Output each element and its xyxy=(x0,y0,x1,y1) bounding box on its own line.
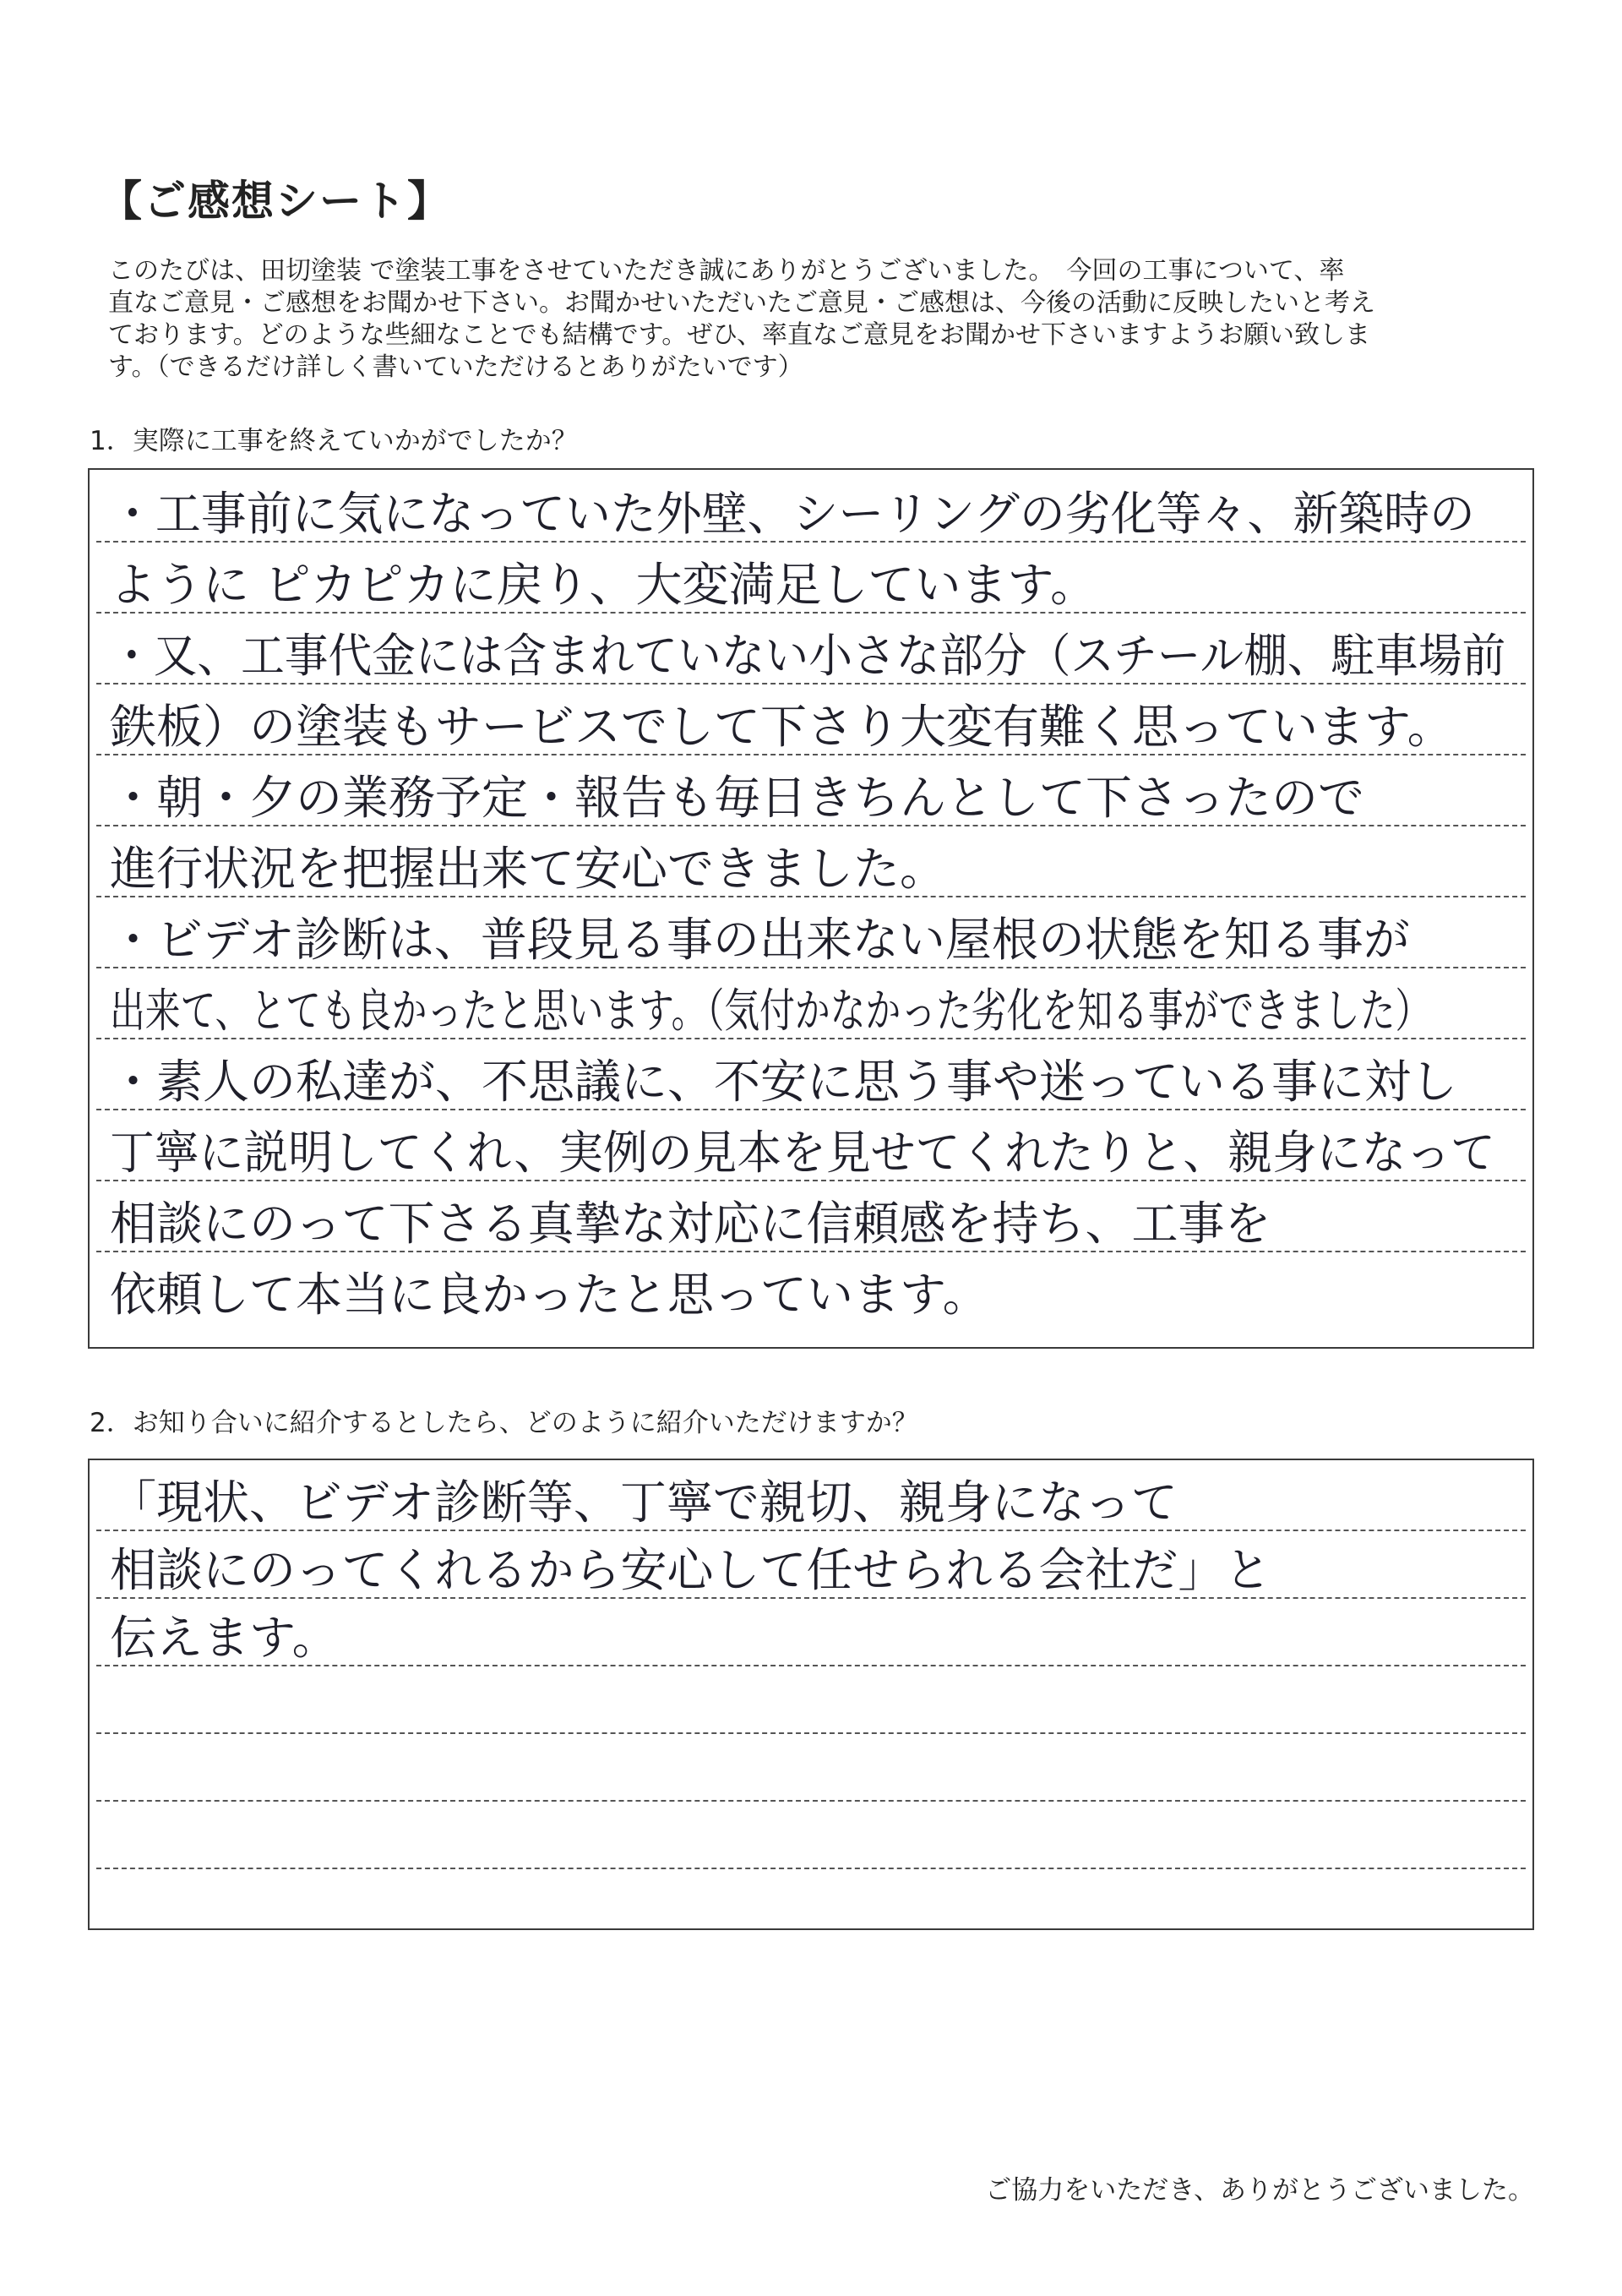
question-2-label: 2．お知り合いに紹介するとしたら、どのように紹介いただけますか？ xyxy=(90,1408,918,1438)
handwritten-line: ように ピカピカに戻り、大変満足しています。 xyxy=(110,558,1097,612)
intro-line: このたびは、田切塗装 で塗装工事をさせていただき誠にありがとうございました。 今回の工事について、率 xyxy=(108,256,1345,286)
handwritten-line: ・又、工事代金には含まれていない小さな部分（スチール棚、駐車場前 xyxy=(110,629,1506,683)
ruled-line xyxy=(96,1251,1526,1252)
handwritten-line: 出来て、とても良かったと思います。（気付かなかった劣化を知る事ができました） xyxy=(110,984,1431,1038)
ruled-line xyxy=(96,1665,1526,1666)
handwritten-line: ・素人の私達が、不思議に、不安に思う事や迷っている事に対し xyxy=(110,1055,1458,1109)
intro-line: ております。どのような些細なことでも結構です。ぜひ、率直なご意見をお聞かせ下さいますようお願い致しま xyxy=(108,320,1370,350)
ruled-line xyxy=(96,1597,1526,1599)
handwritten-line: 伝えます。 xyxy=(110,1611,339,1665)
answer-box-1 xyxy=(88,468,1534,1349)
ruled-line xyxy=(96,967,1526,968)
ruled-line xyxy=(96,541,1526,543)
ruled-line xyxy=(96,1530,1526,1531)
handwritten-line: 依頼して本当に良かったと思っています。 xyxy=(110,1268,989,1322)
ruled-line xyxy=(96,754,1526,755)
ruled-line xyxy=(96,612,1526,614)
handwritten-line: 相談にのってくれるから安心して任せられる会社だ」と xyxy=(110,1543,1271,1597)
handwritten-line: 丁寧に説明してくれ、実例の見本を見せてくれたりと、親身になって xyxy=(110,1126,1495,1180)
intro-line: 直なご意見・ご感想をお聞かせ下さい。お聞かせいただいたご意見・ご感想は、今後の活動に反映したいと考え xyxy=(108,288,1375,318)
ruled-line xyxy=(96,1038,1526,1039)
answer-box-2 xyxy=(88,1459,1534,1930)
handwritten-line: 鉄板）の塗装もサービスでして下さり大変有難く思っています。 xyxy=(110,700,1454,754)
closing-message: ご協力をいただき、ありがとうございました。 xyxy=(985,2175,1534,2206)
handwritten-line: 相談にのって下さる真摯な対応に信頼感を持ち、工事を xyxy=(110,1197,1271,1251)
intro-paragraph xyxy=(108,255,1494,384)
ruled-line xyxy=(96,825,1526,826)
handwritten-line: 進行状況を把握出来て安心できました。 xyxy=(110,842,947,896)
ruled-line xyxy=(96,1800,1526,1802)
sheet-title: 【ご感想シート】 xyxy=(100,177,451,226)
handwritten-line: ・ビデオ診断は、普段見る事の出来ない屋根の状態を知る事が xyxy=(110,913,1410,967)
handwritten-line: ・工事前に気になっていた外壁、シーリングの劣化等々、新築時の xyxy=(110,487,1475,541)
question-1-label: 1．実際に工事を終えていかがでしたか？ xyxy=(90,426,578,456)
ruled-line xyxy=(96,896,1526,897)
ruled-line xyxy=(96,1868,1526,1869)
ruled-line xyxy=(96,1109,1526,1110)
ruled-line xyxy=(96,1732,1526,1734)
ruled-line xyxy=(96,1180,1526,1181)
ruled-line xyxy=(96,683,1526,684)
handwritten-line: ・朝・夕の業務予定・報告も毎日きちんとして下さったので xyxy=(110,771,1365,825)
intro-line: す。（できるだけ詳しく書いていただけるとありがたいです） xyxy=(108,352,803,382)
handwritten-line: 「現状、ビデオ診断等、丁寧で親切、親身になって xyxy=(110,1475,1178,1530)
